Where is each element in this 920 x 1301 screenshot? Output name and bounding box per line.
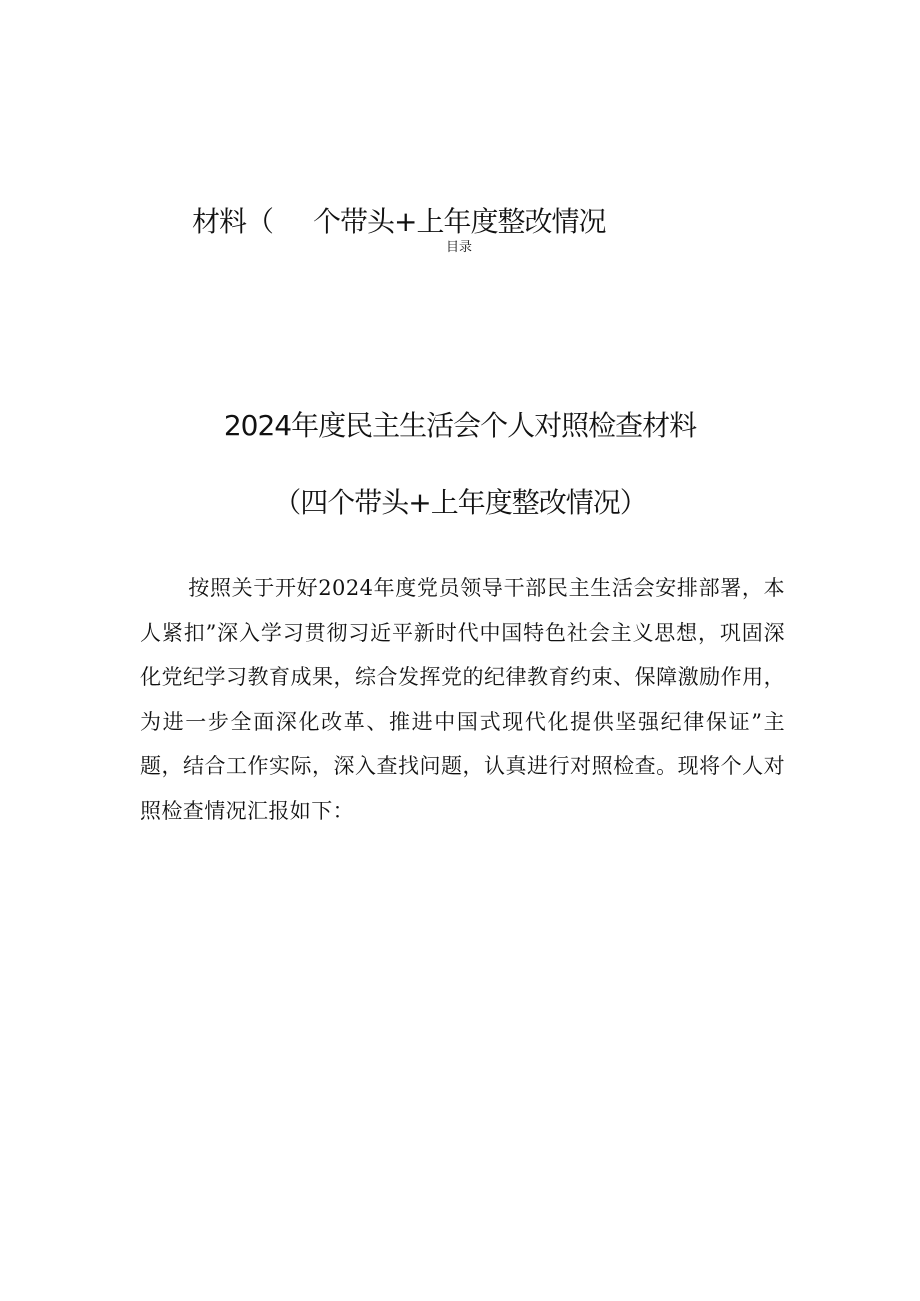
toc-label: 目录 bbox=[446, 240, 473, 255]
header-title-part2: 个带头+上年度整改情况 bbox=[313, 205, 606, 238]
document-title: 2024年度民主生活会个人对照检查材料 bbox=[223, 409, 697, 442]
body-paragraph: 按照关于开好2024年度党员领导干部民主生活会安排部署，本人紧扣”深入学习贯彻习近平新时代中国特色社会主义思想，巩固深化党纪学习教育成果，综合发挥党的纪律教育约束、保障激励作用，为进一步全面深化改革、推进中国式现代化提供坚强纪律保证”主题，结合工作实际，深入查找问题，认真进行对照检查。现将个人对照检查情况汇报如下： bbox=[140, 576, 785, 823]
document-subtitle: （四个带头+上年度整改情况） bbox=[273, 486, 647, 519]
header-title bbox=[192, 200, 605, 240]
header-title-part1: 材料（ bbox=[192, 205, 274, 238]
